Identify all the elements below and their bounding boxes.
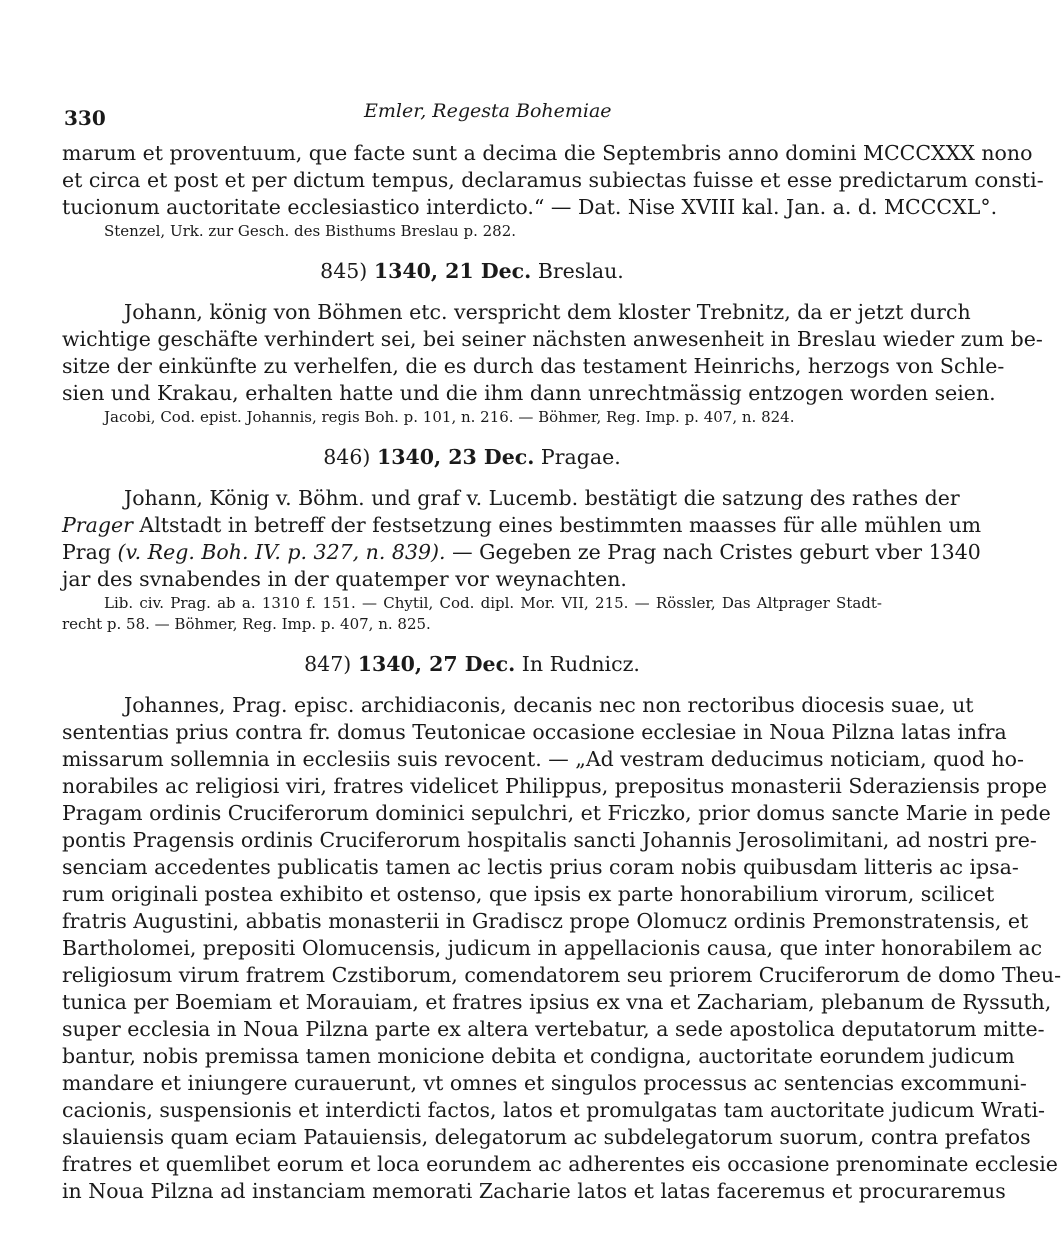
page-number: 330 — [64, 106, 106, 130]
text-line: sien und Krakau, erhalten hatte und die ihm dann unrechtmässig entzogen worden seien. — [62, 381, 996, 405]
text-span: Prag — [62, 540, 118, 564]
text-line: mandare et iniungere curauerunt, vt omnes et singulos processus ac sentencias excommuni- — [62, 1071, 1027, 1095]
entry-text-847 — [62, 692, 1061, 1205]
text-line: fratres et quemlibet eorum et loca eorundem ac adherentes eis occasione prenominate ecclesie — [62, 1152, 1058, 1176]
entry-date: 1340, 23 Dec. — [376, 445, 535, 469]
entry-date: 1340, 21 Dec. — [373, 259, 532, 283]
text-line: cacionis, suspensionis et interdicti factos, latos et promulgatas tam auctoritate judicum Wrati- — [62, 1098, 1045, 1122]
text-line: sitze der einkünfte zu verhelfen, die es durch das testament Heinrichs, herzogs von Schle- — [62, 354, 1005, 378]
text-line: tucionum auctoritate ecclesiastico interdicto.“ — Dat. Nise XVIII kal. Jan. a. d. MCCCXL°. — [62, 195, 998, 219]
entry-heading-845 — [62, 258, 882, 285]
text-line — [62, 512, 982, 539]
entry-text-846 — [62, 485, 982, 593]
text-line: jar des svnabendes in der quatemper vor weynachten. — [62, 567, 627, 591]
text-line: super ecclesia in Noua Pilzna parte ex altera vertebatur, a sede apostolica deputatorum mitte- — [62, 1017, 1045, 1041]
text-line: bantur, nobis premissa tamen monicione debita et condigna, auctoritate eorundem judicum — [62, 1044, 1015, 1068]
source-citation: Jacobi, Cod. epist. Johannis, regis Boh. p. 101, n. 216. — Böhmer, Reg. Imp. p. 407, n. 824. — [104, 408, 795, 426]
page-header — [64, 100, 864, 130]
text-line: Johann, König v. Böhm. und graf v. Lucemb. bestätigt die satzung des rathes der — [124, 486, 960, 510]
text-line: rum originali postea exhibito et ostenso, que ipsis ex parte honorabilium virorum, scilicet — [62, 882, 995, 906]
text-line: tunica per Boemiam et Morauiam, et fratres ipsius ex vna et Zachariam, plebanum de Ryssuth, — [62, 990, 1052, 1014]
text-span: Altstadt in betreff der festsetzung eines bestimmten maasses für alle mühlen um — [132, 513, 982, 537]
source-citation: Lib. civ. Prag. ab a. 1310 f. 151. — Chytil, Cod. dipl. Mor. VII, 215. — Rössler, Das Altprager Stadt- — [104, 594, 882, 612]
text-line: missarum sollemnia in ecclesiis suis revocent. — „Ad vestram deducimus noticiam, quod ho- — [62, 747, 1024, 771]
text-line: wichtige geschäfte verhindert sei, bei seiner nächsten anwesenheit in Breslau wieder zum be- — [62, 327, 1043, 351]
source-citation: Stenzel, Urk. zur Gesch. des Bisthums Breslau p. 282. — [104, 222, 517, 240]
text-line: sententias prius contra fr. domus Teutonicae occasione ecclesiae in Noua Pilzna latas infra — [62, 720, 1007, 744]
entry-heading-847 — [62, 651, 882, 678]
entry-place: In Rudnicz. — [521, 652, 640, 676]
entry-number: 845) — [320, 259, 368, 283]
source-citation: recht p. 58. — Böhmer, Reg. Imp. p. 407, n. 825. — [62, 615, 431, 633]
italic-text: (v. Reg. Boh. IV. p. 327, n. 839). — [117, 540, 446, 564]
text-line: et circa et post et per dictum tempus, declaramus subiectas fuisse et esse predictarum consti- — [62, 168, 1044, 192]
text-line: norabiles ac religiosi viri, fratres videlicet Philippus, prepositus monasterii Sderaziensis prope — [62, 774, 1047, 798]
text-line — [62, 539, 981, 566]
intro-paragraph — [62, 140, 1044, 221]
entry-place: Pragae. — [540, 445, 621, 469]
italic-text: Prager — [62, 513, 133, 537]
text-line: Bartholomei, prepositi Olomucensis, judicum in appellacionis causa, que inter honorabilem ac — [62, 936, 1043, 960]
text-line: slauiensis quam eciam Patauiensis, delegatorum ac subdelegatorum suorum, contra prefatos — [62, 1125, 1031, 1149]
text-line: Johannes, Prag. episc. archidiaconis, decanis nec non rectoribus diocesis suae, ut — [124, 693, 974, 717]
entry-heading-846 — [62, 444, 882, 471]
text-line: religiosum virum fratrem Czstiborum, comendatorem seu priorem Cruciferorum de domo Theu- — [62, 963, 1061, 987]
entry-date: 1340, 27 Dec. — [357, 652, 516, 676]
text-line: marum et proventuum, que facte sunt a decima die Septembris anno domini MCCCXXX nono — [62, 141, 1033, 165]
text-line: pontis Pragensis ordinis Cruciferorum hospitalis sancti Johannis Jerosolimitani, ad nostri pre- — [62, 828, 1037, 852]
entry-place: Breslau. — [537, 259, 624, 283]
running-title: Emler, Regesta Bohemiae — [364, 100, 612, 122]
text-line: Pragam ordinis Cruciferorum dominici sepulchri, et Friczko, prior domus sancte Marie in pede — [62, 801, 1051, 825]
text-line: senciam accedentes publicatis tamen ac lectis prius coram nobis quibusdam litteris ac ipsa- — [62, 855, 1019, 879]
entry-number: 846) — [323, 445, 371, 469]
page-body — [62, 140, 1061, 1205]
text-line: in Noua Pilzna ad instanciam memorati Zacharie latos et latas faceremus et procuraremus — [62, 1179, 1006, 1203]
entry-number: 847) — [304, 652, 352, 676]
text-line: fratris Augustini, abbatis monasterii in Gradiscz prope Olomucz ordinis Premonstratensis, et — [62, 909, 1029, 933]
entry-text-845 — [62, 299, 1043, 407]
text-span: — Gegeben ze Prag nach Cristes geburt vber 1340 — [445, 540, 981, 564]
text-line: Johann, könig von Böhmen etc. verspricht dem kloster Trebnitz, da er jetzt durch — [124, 300, 971, 324]
